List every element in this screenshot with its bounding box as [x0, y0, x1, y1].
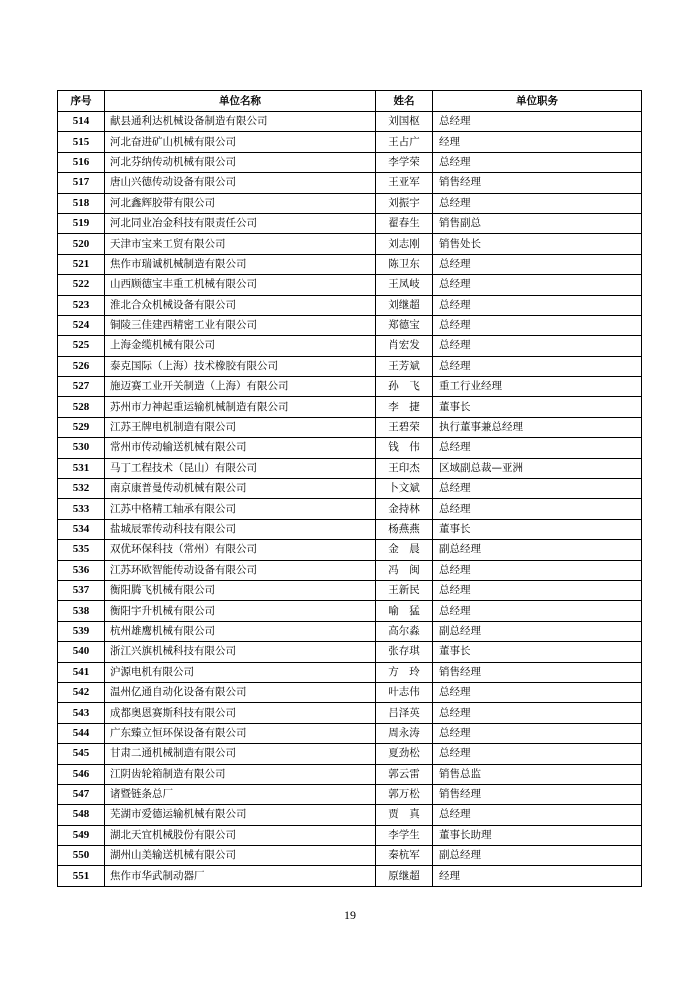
table-row — [58, 784, 642, 804]
table-row — [58, 132, 642, 152]
cell-person-name: 张存琪 — [376, 642, 433, 662]
cell-company-name: 江苏王牌电机制造有限公司 — [105, 417, 376, 437]
cell-person-name: 王碧荣 — [376, 417, 433, 437]
table-row — [58, 254, 642, 274]
table-row — [58, 479, 642, 499]
cell-company-name: 焦作市瑞诚机械制造有限公司 — [105, 254, 376, 274]
cell-serial-number: 549 — [58, 825, 105, 845]
cell-job-title: 副总经理 — [433, 846, 642, 866]
cell-job-title: 经理 — [433, 132, 642, 152]
table-row — [58, 540, 642, 560]
table-row — [58, 825, 642, 845]
table-row — [58, 580, 642, 600]
page-number: 19 — [344, 908, 356, 922]
table-row — [58, 152, 642, 172]
cell-company-name: 河北同业冶金科技有限责任公司 — [105, 213, 376, 233]
cell-company-name: 杭州雄鹰机械有限公司 — [105, 621, 376, 641]
cell-person-name: 方 玲 — [376, 662, 433, 682]
cell-person-name: 肖宏发 — [376, 336, 433, 356]
cell-job-title: 总经理 — [433, 438, 642, 458]
cell-company-name: 施迈赛工业开关制造（上海）有限公司 — [105, 377, 376, 397]
cell-company-name: 苏州市力神起重运输机械制造有限公司 — [105, 397, 376, 417]
table-row — [58, 397, 642, 417]
member-table — [57, 90, 642, 887]
table-row — [58, 336, 642, 356]
cell-person-name: 刘国枢 — [376, 112, 433, 132]
cell-serial-number: 535 — [58, 540, 105, 560]
cell-serial-number: 531 — [58, 458, 105, 478]
cell-job-title: 总经理 — [433, 315, 642, 335]
cell-serial-number: 518 — [58, 193, 105, 213]
cell-serial-number: 530 — [58, 438, 105, 458]
table-row — [58, 315, 642, 335]
cell-serial-number: 522 — [58, 275, 105, 295]
cell-company-name: 成都奥恩赛斯科技有限公司 — [105, 703, 376, 723]
cell-serial-number: 541 — [58, 662, 105, 682]
cell-serial-number: 529 — [58, 417, 105, 437]
table-row — [58, 295, 642, 315]
cell-company-name: 天津市宝来工贸有限公司 — [105, 234, 376, 254]
cell-company-name: 湖州山美输送机械有限公司 — [105, 846, 376, 866]
cell-job-title: 销售经理 — [433, 173, 642, 193]
cell-serial-number: 527 — [58, 377, 105, 397]
cell-serial-number: 526 — [58, 356, 105, 376]
cell-job-title: 总经理 — [433, 275, 642, 295]
cell-job-title: 副总经理 — [433, 621, 642, 641]
cell-job-title: 总经理 — [433, 254, 642, 274]
table-row — [58, 234, 642, 254]
cell-company-name: 双优环保科技（常州）有限公司 — [105, 540, 376, 560]
cell-serial-number: 521 — [58, 254, 105, 274]
cell-job-title: 经理 — [433, 866, 642, 886]
cell-person-name: 高尔淼 — [376, 621, 433, 641]
cell-company-name: 江苏中格精工轴承有限公司 — [105, 499, 376, 519]
cell-serial-number: 550 — [58, 846, 105, 866]
cell-person-name: 卜文斌 — [376, 479, 433, 499]
cell-job-title: 总经理 — [433, 682, 642, 702]
cell-serial-number: 514 — [58, 112, 105, 132]
cell-job-title: 总经理 — [433, 580, 642, 600]
cell-person-name: 钱 伟 — [376, 438, 433, 458]
cell-serial-number: 538 — [58, 601, 105, 621]
cell-job-title: 重工行业经理 — [433, 377, 642, 397]
cell-job-title: 总经理 — [433, 295, 642, 315]
table-row — [58, 275, 642, 295]
cell-person-name: 郭万松 — [376, 784, 433, 804]
cell-person-name: 翟春生 — [376, 213, 433, 233]
table-row — [58, 112, 642, 132]
cell-company-name: 马丁工程技术（昆山）有限公司 — [105, 458, 376, 478]
cell-person-name: 杨燕燕 — [376, 519, 433, 539]
table-row — [58, 560, 642, 580]
table-row — [58, 866, 642, 886]
table-body — [58, 112, 642, 887]
cell-job-title: 销售经理 — [433, 784, 642, 804]
table-row — [58, 723, 642, 743]
table-header-row — [58, 91, 642, 112]
table-row — [58, 744, 642, 764]
cell-company-name: 诸暨链条总厂 — [105, 784, 376, 804]
cell-serial-number: 543 — [58, 703, 105, 723]
cell-job-title: 总经理 — [433, 479, 642, 499]
cell-job-title: 执行董事兼总经理 — [433, 417, 642, 437]
header-job-title: 单位职务 — [433, 91, 642, 112]
header-serial-number: 序号 — [58, 91, 105, 112]
cell-serial-number: 540 — [58, 642, 105, 662]
cell-serial-number: 516 — [58, 152, 105, 172]
cell-company-name: 盐城辰霏传动科技有限公司 — [105, 519, 376, 539]
table-row — [58, 846, 642, 866]
cell-company-name: 南京康普曼传动机械有限公司 — [105, 479, 376, 499]
cell-person-name: 秦杭军 — [376, 846, 433, 866]
cell-person-name: 周永涛 — [376, 723, 433, 743]
cell-job-title: 总经理 — [433, 703, 642, 723]
cell-job-title: 总经理 — [433, 336, 642, 356]
cell-person-name: 原继超 — [376, 866, 433, 886]
cell-job-title: 董事长 — [433, 519, 642, 539]
table-row — [58, 662, 642, 682]
table-row — [58, 682, 642, 702]
cell-job-title: 区域副总裁—亚洲 — [433, 458, 642, 478]
header-company-name: 单位名称 — [105, 91, 376, 112]
cell-company-name: 广东臻立恒环保设备有限公司 — [105, 723, 376, 743]
table-row — [58, 499, 642, 519]
cell-company-name: 江苏环欧智能传动设备有限公司 — [105, 560, 376, 580]
table-row — [58, 519, 642, 539]
table-row — [58, 356, 642, 376]
cell-person-name: 王凤岐 — [376, 275, 433, 295]
table-row — [58, 213, 642, 233]
cell-job-title: 董事长助理 — [433, 825, 642, 845]
cell-serial-number: 548 — [58, 805, 105, 825]
cell-company-name: 献县通利达机械设备制造有限公司 — [105, 112, 376, 132]
cell-person-name: 夏劲松 — [376, 744, 433, 764]
cell-company-name: 上海金缆机械有限公司 — [105, 336, 376, 356]
table-row — [58, 193, 642, 213]
cell-person-name: 刘志刚 — [376, 234, 433, 254]
cell-person-name: 叶志伟 — [376, 682, 433, 702]
cell-person-name: 王芳斌 — [376, 356, 433, 376]
header-person-name: 姓名 — [376, 91, 433, 112]
cell-serial-number: 525 — [58, 336, 105, 356]
cell-company-name: 衡阳宇升机械有限公司 — [105, 601, 376, 621]
cell-job-title: 总经理 — [433, 744, 642, 764]
cell-serial-number: 542 — [58, 682, 105, 702]
cell-job-title: 总经理 — [433, 601, 642, 621]
cell-company-name: 山西顾德宝丰重工机械有限公司 — [105, 275, 376, 295]
cell-company-name: 淮北合众机械设备有限公司 — [105, 295, 376, 315]
cell-person-name: 王新民 — [376, 580, 433, 600]
cell-company-name: 铜陵三佳建西精密工业有限公司 — [105, 315, 376, 335]
table-row — [58, 601, 642, 621]
cell-person-name: 李 捷 — [376, 397, 433, 417]
cell-person-name: 冯 闽 — [376, 560, 433, 580]
cell-person-name: 王占广 — [376, 132, 433, 152]
table-row — [58, 377, 642, 397]
cell-serial-number: 551 — [58, 866, 105, 886]
cell-serial-number: 524 — [58, 315, 105, 335]
cell-job-title: 总经理 — [433, 499, 642, 519]
cell-company-name: 甘肃二通机械制造有限公司 — [105, 744, 376, 764]
cell-person-name: 孙 飞 — [376, 377, 433, 397]
cell-serial-number: 533 — [58, 499, 105, 519]
table-row — [58, 458, 642, 478]
cell-serial-number: 532 — [58, 479, 105, 499]
cell-job-title: 销售处长 — [433, 234, 642, 254]
cell-job-title: 销售总监 — [433, 764, 642, 784]
cell-person-name: 李学生 — [376, 825, 433, 845]
cell-person-name: 喻 猛 — [376, 601, 433, 621]
cell-serial-number: 539 — [58, 621, 105, 641]
cell-company-name: 河北鑫辉胶带有限公司 — [105, 193, 376, 213]
cell-person-name: 郑德宝 — [376, 315, 433, 335]
cell-serial-number: 537 — [58, 580, 105, 600]
cell-serial-number: 523 — [58, 295, 105, 315]
table-row — [58, 417, 642, 437]
cell-company-name: 湖北天宜机械股份有限公司 — [105, 825, 376, 845]
cell-serial-number: 519 — [58, 213, 105, 233]
cell-job-title: 总经理 — [433, 112, 642, 132]
cell-serial-number: 544 — [58, 723, 105, 743]
cell-job-title: 副总经理 — [433, 540, 642, 560]
cell-person-name: 吕泽英 — [376, 703, 433, 723]
cell-company-name: 浙江兴旗机械科技有限公司 — [105, 642, 376, 662]
cell-person-name: 李学荣 — [376, 152, 433, 172]
cell-serial-number: 520 — [58, 234, 105, 254]
cell-company-name: 芜湖市爱德运输机械有限公司 — [105, 805, 376, 825]
cell-serial-number: 547 — [58, 784, 105, 804]
cell-person-name: 郭云雷 — [376, 764, 433, 784]
cell-company-name: 唐山兴德传动设备有限公司 — [105, 173, 376, 193]
cell-job-title: 总经理 — [433, 805, 642, 825]
cell-serial-number: 528 — [58, 397, 105, 417]
cell-company-name: 温州亿通自动化设备有限公司 — [105, 682, 376, 702]
cell-job-title: 董事长 — [433, 397, 642, 417]
table-row — [58, 764, 642, 784]
cell-job-title: 总经理 — [433, 356, 642, 376]
cell-person-name: 金持林 — [376, 499, 433, 519]
cell-person-name: 金 晨 — [376, 540, 433, 560]
cell-company-name: 焦作市华武制动器厂 — [105, 866, 376, 886]
cell-job-title: 总经理 — [433, 723, 642, 743]
cell-serial-number: 546 — [58, 764, 105, 784]
cell-serial-number: 534 — [58, 519, 105, 539]
cell-company-name: 泰克国际（上海）技术橡胶有限公司 — [105, 356, 376, 376]
cell-person-name: 王印杰 — [376, 458, 433, 478]
cell-job-title: 总经理 — [433, 193, 642, 213]
cell-serial-number: 517 — [58, 173, 105, 193]
cell-person-name: 刘继超 — [376, 295, 433, 315]
table-row — [58, 621, 642, 641]
table-row — [58, 805, 642, 825]
table-row — [58, 438, 642, 458]
cell-job-title: 销售经理 — [433, 662, 642, 682]
table-row — [58, 173, 642, 193]
cell-company-name: 江阴齿轮箱制造有限公司 — [105, 764, 376, 784]
table-row — [58, 642, 642, 662]
cell-serial-number: 545 — [58, 744, 105, 764]
cell-person-name: 王亚军 — [376, 173, 433, 193]
cell-person-name: 刘振宇 — [376, 193, 433, 213]
cell-company-name: 河北芬纳传动机械有限公司 — [105, 152, 376, 172]
cell-job-title: 总经理 — [433, 152, 642, 172]
cell-company-name: 沪源电机有限公司 — [105, 662, 376, 682]
table-row — [58, 703, 642, 723]
cell-person-name: 贾 真 — [376, 805, 433, 825]
cell-job-title: 总经理 — [433, 560, 642, 580]
cell-company-name: 常州市传动输送机械有限公司 — [105, 438, 376, 458]
cell-company-name: 河北奋进矿山机械有限公司 — [105, 132, 376, 152]
cell-job-title: 销售副总 — [433, 213, 642, 233]
cell-company-name: 衡阳腾飞机械有限公司 — [105, 580, 376, 600]
cell-person-name: 陈卫东 — [376, 254, 433, 274]
cell-serial-number: 515 — [58, 132, 105, 152]
cell-job-title: 董事长 — [433, 642, 642, 662]
cell-serial-number: 536 — [58, 560, 105, 580]
